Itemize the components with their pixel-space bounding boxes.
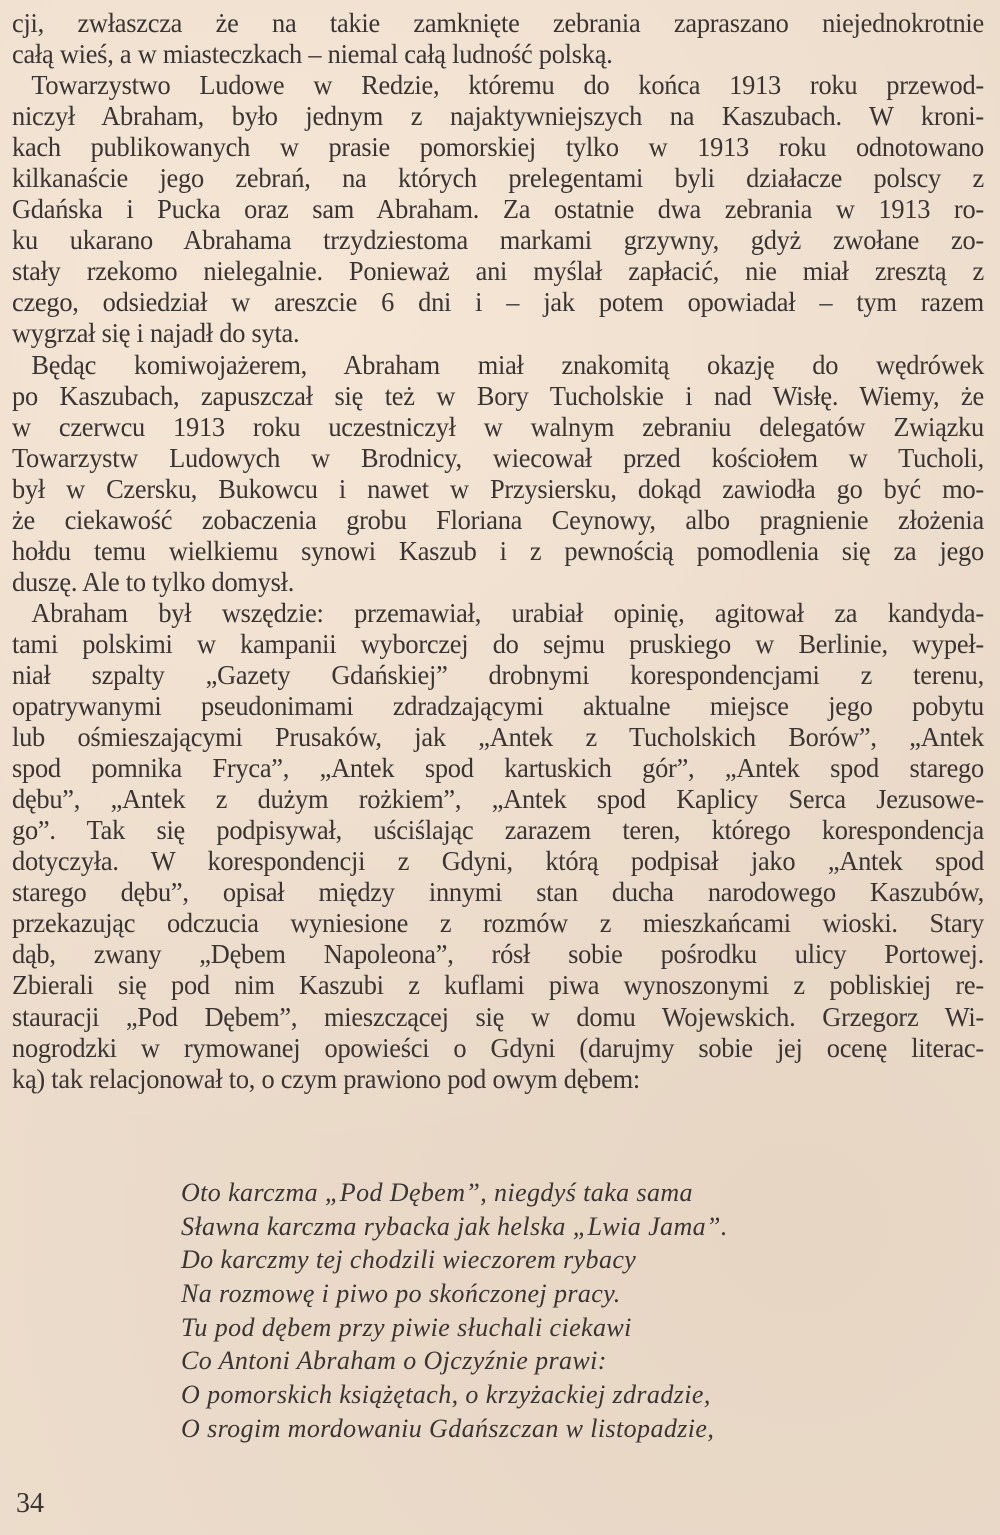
text-line: starego dębu”, opisał między innymi stan ducha narodowego Kaszubów, xyxy=(12,877,984,908)
text-line: Towarzystwo Ludowe w Redzie, któremu do końca 1913 roku przewod- xyxy=(31,70,984,101)
text-line: całą wieś, a w miasteczkach – niemal całą ludność polską. xyxy=(12,39,613,70)
text-line: w czerwcu 1913 roku uczestniczył w walnym zebraniu delegatów Związku xyxy=(12,411,984,442)
text-line: spod pomnika Fryca”, „Antek spod kartuskich gór”, „Antek spod starego xyxy=(12,753,984,784)
text-line: hołdu temu wielkiemu synowi Kaszub i z pewnością pomodlenia się za jego xyxy=(12,535,984,566)
text-line: dębu”, „Antek z dużym rożkiem”, „Antek spod Kaplicy Serca Jezusowe- xyxy=(12,784,984,815)
text-line: go”. Tak się podpisywał, uściślając zarazem teren, którego korespondencja xyxy=(12,815,984,846)
text-line: stały rzekomo nielegalnie. Ponieważ ani myślał zapłacić, nie miał zresztą z xyxy=(12,256,984,287)
text-line: po Kaszubach, zapuszczał się też w Bory Tucholskie i nad Wisłę. Wiemy, że xyxy=(12,380,984,411)
text-line: Towarzystw Ludowych w Brodnicy, wiecował przed kościołem w Tucholi, xyxy=(12,442,984,473)
page-number: 34 xyxy=(16,1488,44,1519)
verse-line: Oto karczma „Pod Dębem”, niegdyś taka sama xyxy=(181,1178,693,1207)
text-line: niczył Abraham, było jednym z najaktywniejszych na Kaszubach. W kroni- xyxy=(12,101,984,132)
text-line: że ciekawość zobaczenia grobu Floriana Ceynowy, albo pragnienie złożenia xyxy=(12,504,984,535)
verse-line: Do karczmy tej chodzili wieczorem rybacy xyxy=(181,1245,637,1275)
text-line: Gdańska i Pucka oraz sam Abraham. Za ostatnie dwa zebrania w 1913 ro- xyxy=(12,194,984,225)
text-line: Zbierali się pod nim Kaszubi z kuflami piwa wynoszonymi z pobliskiej re- xyxy=(12,970,984,1001)
verse-line: Na rozmowę i piwo po skończonej pracy. xyxy=(181,1279,621,1309)
text-line: duszę. Ale to tylko domysł. xyxy=(12,566,295,597)
body-text xyxy=(12,8,984,1095)
text-line: opatrywanymi pseudonimami zdradzającymi aktualne miejsce jego pobytu xyxy=(12,691,984,722)
text-line: Będąc komiwojażerem, Abraham miał znakomitą okazję do wędrówek xyxy=(31,349,984,380)
text-line: czego, odsiedział w areszcie 6 dni i – jak potem opowiadał – tym razem xyxy=(12,287,984,318)
text-line: Abraham był wszędzie: przemawiał, urabiał opinię, agitował za kandyda- xyxy=(31,597,984,628)
text-line: stauracji „Pod Dębem”, mieszczącej się w domu Wojewskich. Grzegorz Wi- xyxy=(12,1001,984,1032)
text-line: przekazując odczucia wyniesione z rozmów z mieszkańcami wioski. Stary xyxy=(12,908,984,939)
text-line: kach publikowanych w prasie pomorskiej tylko w 1913 roku odnotowano xyxy=(12,132,984,163)
text-line: dotyczyła. W korespondencji z Gdyni, którą podpisał jako „Antek spod xyxy=(12,846,984,877)
verse-line: Sławna karczma rybacka jak helska „Lwia Jama”. xyxy=(181,1211,728,1241)
verse-quote xyxy=(181,1176,728,1446)
text-line: lub ośmieszającymi Prusaków, jak „Antek z Tucholskich Borów”, „Antek xyxy=(12,722,984,753)
text-line: cji, zwłaszcza że na takie zamknięte zebrania zapraszano niejednokrotnie xyxy=(12,8,984,38)
text-line: wygrzał się i najadł do syta. xyxy=(12,318,300,349)
text-line: niał szpalty „Gazety Gdańskiej” drobnymi korespondencjami z terenu, xyxy=(12,659,984,690)
verse-line: O pomorskich książętach, o krzyżackiej zdradzie, xyxy=(181,1380,711,1410)
verse-line: Co Antoni Abraham o Ojczyźnie prawi: xyxy=(181,1346,607,1376)
text-line: ku ukarano Abrahama trzydziestoma markami grzywny, gdyż zwołane zo- xyxy=(12,225,984,256)
text-line: nogrodzki w rymowanej opowieści o Gdyni (darujmy sobie jej ocenę literac- xyxy=(12,1032,984,1063)
text-line: ką) tak relacjonował to, o czym prawiono pod owym dębem: xyxy=(12,1063,640,1094)
text-line: kilkanaście jego zebrań, na których prelegentami byli działacze polscy z xyxy=(12,163,984,194)
text-line: tami polskimi w kampanii wyborczej do sejmu pruskiego w Berlinie, wypeł- xyxy=(12,628,984,659)
text-line: był w Czersku, Bukowcu i nawet w Przysiersku, dokąd zawiodła go być mo- xyxy=(12,473,984,504)
text-line: dąb, zwany „Dębem Napoleona”, rósł sobie pośrodku ulicy Portowej. xyxy=(12,939,984,970)
verse-line: O srogim mordowaniu Gdańszczan w listopadzie, xyxy=(181,1413,715,1443)
verse-line: Tu pod dębem przy piwie słuchali ciekawi xyxy=(181,1312,632,1342)
